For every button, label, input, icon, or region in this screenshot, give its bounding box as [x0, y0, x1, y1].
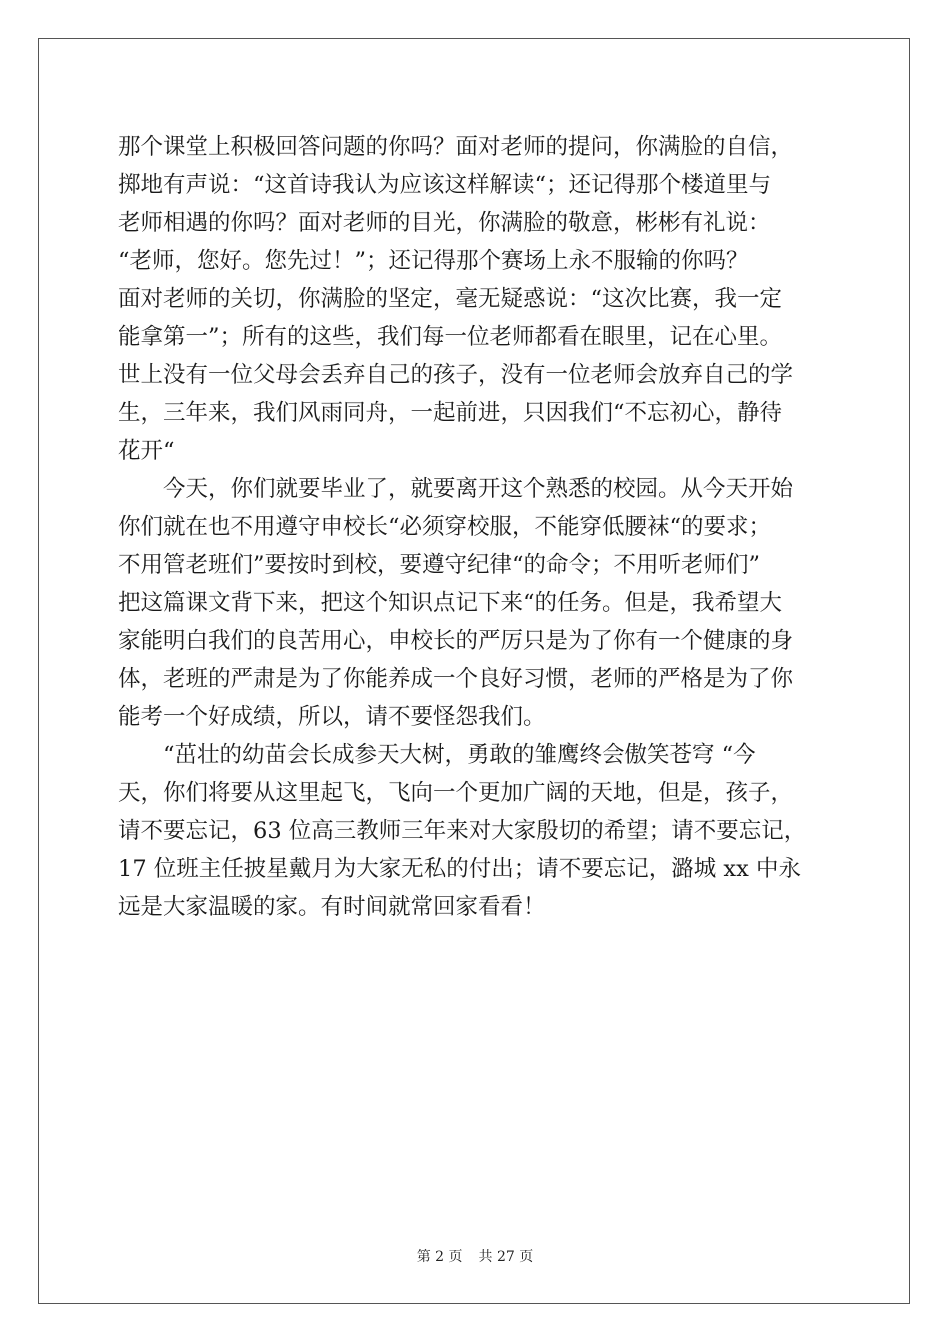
text-line: 请不要忘记，63 位高三教师三年来对大家殷切的希望；请不要忘记， — [118, 818, 807, 844]
text-line: 今天，你们就要毕业了，就要离开这个熟悉的校园。从今天开始 — [118, 476, 794, 502]
text-line: “老师，您好。您先过！”；还记得那个赛场上永不服输的你吗？ — [118, 248, 749, 274]
page-number: 第 2 页 — [416, 1249, 463, 1265]
text-line: 家能明白我们的良苦用心，申校长的严厉只是为了你有一个健康的身 — [118, 628, 794, 654]
text-line: 花开“ — [118, 438, 175, 464]
text-line: 把这篇课文背下来，把这个知识点记下来“的任务。但是，我希望大 — [118, 590, 783, 616]
text-line: “茁壮的幼苗会长成参天大树，勇敢的雏鹰终会傲笑苍穹 “今 — [118, 742, 756, 768]
text-line: 生，三年来，我们风雨同舟，一起前进，只因我们“不忘初心，静待 — [118, 400, 783, 426]
text-line: 你们就在也不用遵守申校长“必须穿校服，不能穿低腰袜“的要求； — [118, 514, 772, 540]
text-line: 天，你们将要从这里起飞，飞向一个更加广阔的天地，但是，孩子， — [118, 780, 794, 806]
text-line: 那个课堂上积极回答问题的你吗？面对老师的提问，你满脸的自信， — [118, 134, 794, 160]
text-line: 老师相遇的你吗？面对老师的目光，你满脸的敬意，彬彬有礼说： — [118, 210, 771, 236]
text-line: 体，老班的严肃是为了你能养成一个良好习惯，老师的严格是为了你 — [118, 666, 794, 692]
document-body — [118, 128, 838, 926]
text-line: 远是大家温暖的家。有时间就常回家看看！ — [118, 894, 546, 920]
text-line: 掷地有声说：“这首诗我认为应该这样解读“；还记得那个楼道里与 — [118, 172, 772, 198]
text-line: 世上没有一位父母会丢弃自己的孩子，没有一位老师会放弃自己的学 — [118, 362, 794, 388]
text-line: 不用管老班们”要按时到校，要遵守纪律“的命令；不用听老师们” — [118, 552, 761, 578]
text-line: 能考一个好成绩，所以，请不要怪怨我们。 — [118, 704, 546, 730]
text-line: 能拿第一”；所有的这些，我们每一位老师都看在眼里，记在心里。 — [118, 324, 783, 350]
text-line: 面对老师的关切，你满脸的坚定，毫无疑惑说：“这次比赛，我一定 — [118, 286, 783, 312]
text-line: 17 位班主任披星戴月为大家无私的付出；请不要忘记，潞城 xx 中永 — [118, 856, 801, 882]
page-total: 共 27 页 — [478, 1249, 534, 1265]
page-footer — [0, 1246, 950, 1266]
